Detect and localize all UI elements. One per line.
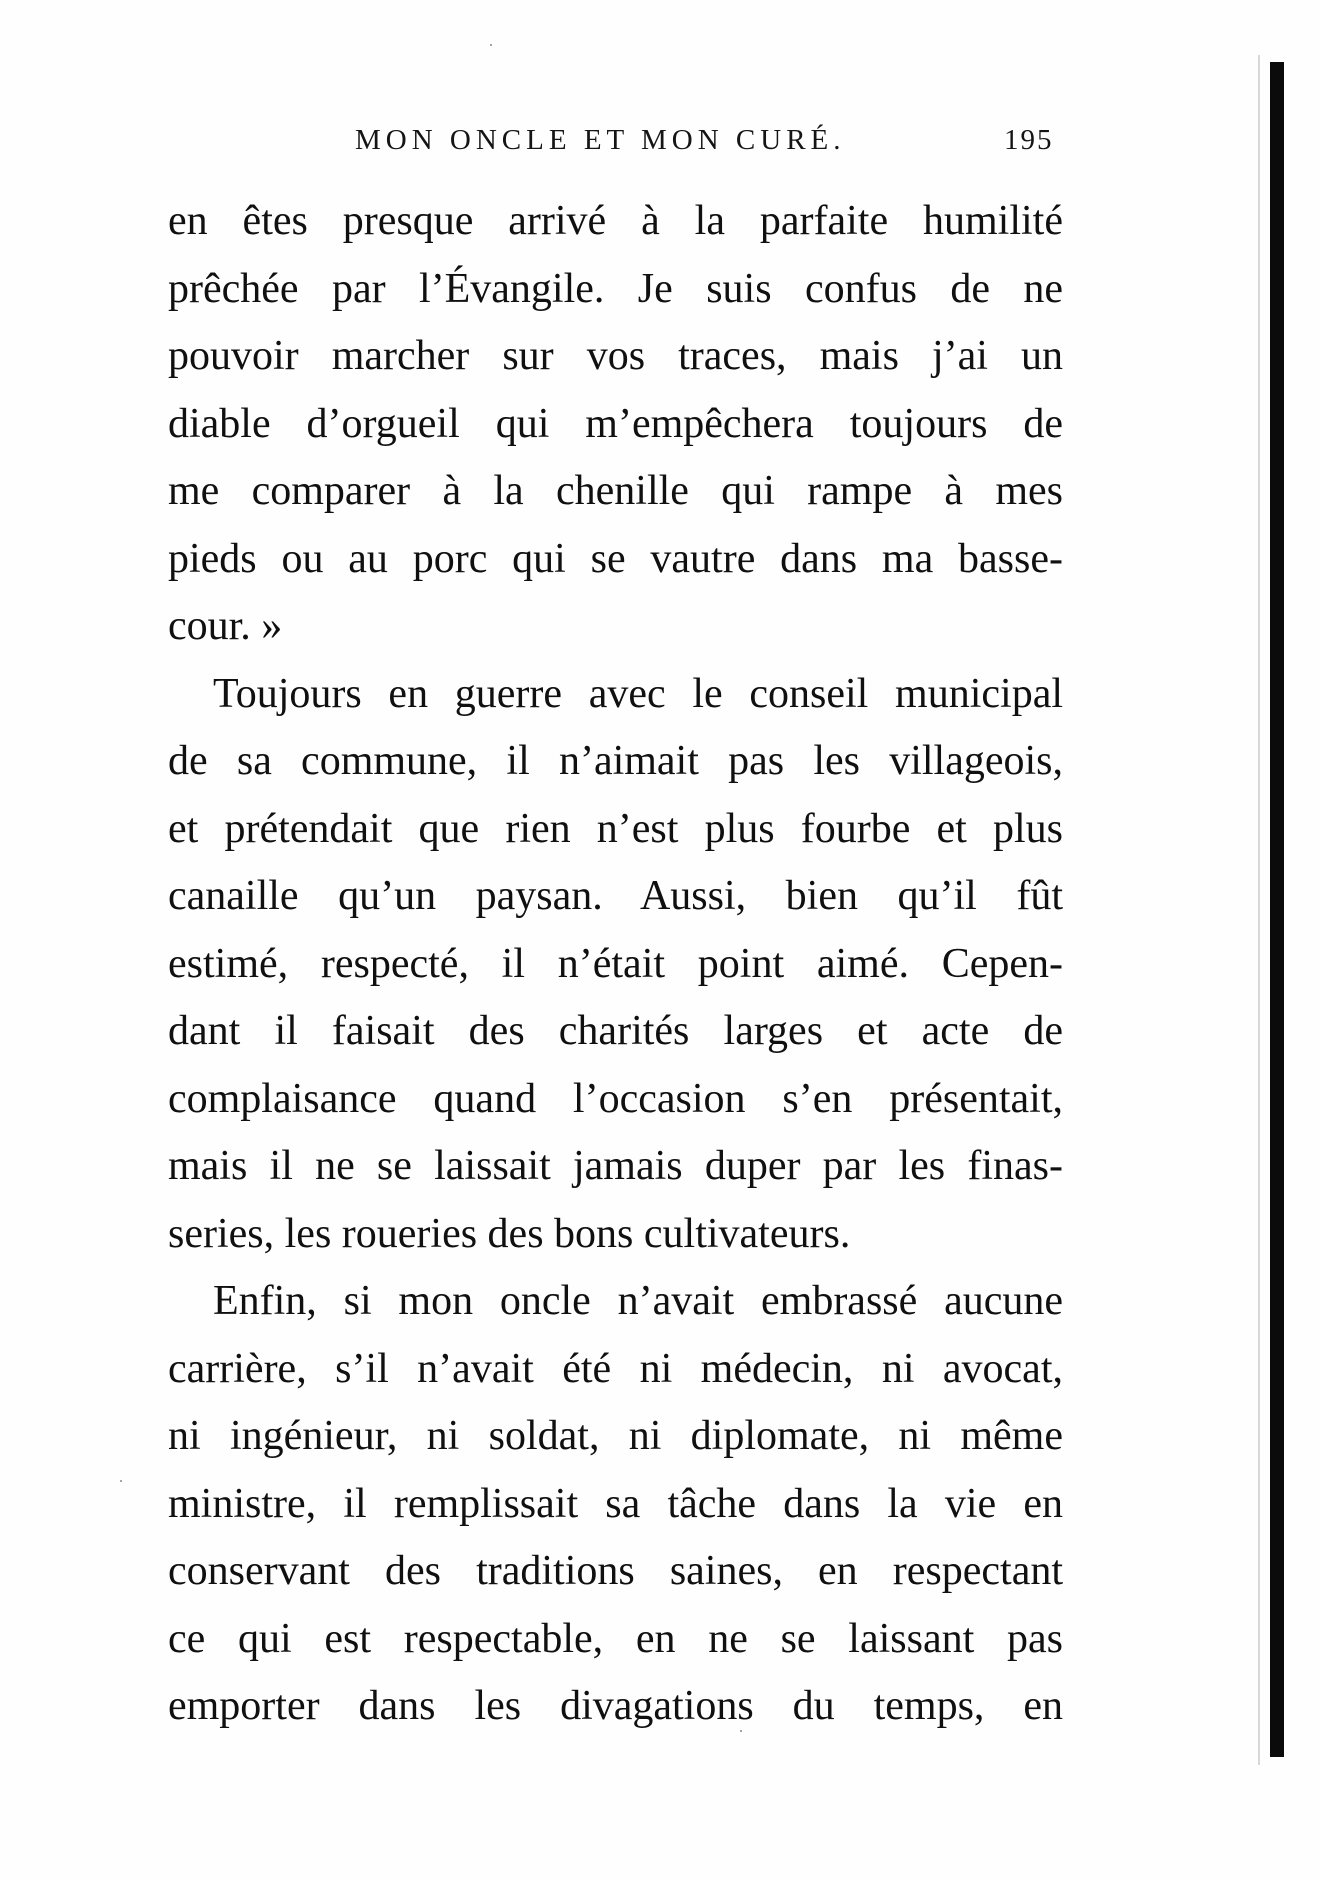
paper-speck [740, 1730, 742, 1732]
text-line: carrière, s’il n’avait été ni médecin, ni avocat, [168, 1345, 1063, 1392]
binding-edge-bar [1270, 62, 1284, 1757]
text-line: cour. » [168, 603, 283, 649]
text-line: prêchée par l’Évangile. Je suis confus de ne [168, 265, 1063, 312]
text-line: complaisance quand l’occasion s’en présentait, [168, 1075, 1063, 1122]
text-line: canaille qu’un paysan. Aussi, bien qu’il fût [168, 873, 1063, 919]
text-line: diable d’orgueil qui m’empêchera toujours de [168, 400, 1063, 447]
text-line: Toujours en guerre avec le conseil municipal [213, 670, 1063, 717]
text-line: emporter dans les divagations du temps, en [168, 1683, 1063, 1729]
text-line: pouvoir marcher sur vos traces, mais j’ai un [168, 333, 1063, 379]
text-line: conservant des traditions saines, en respectant [168, 1548, 1063, 1594]
text-line: et prétendait que rien n’est plus fourbe et plus [168, 805, 1063, 852]
text-line: pieds ou au porc qui se vautre dans ma basse- [168, 535, 1063, 582]
page-edge-shadow [1258, 55, 1260, 1765]
text-line: dant il faisait des charités larges et acte de [168, 1008, 1063, 1054]
body-text [168, 188, 1063, 1741]
text-line: estimé, respecté, il n’était point aimé. Cepen- [168, 940, 1063, 987]
text-line: de sa commune, il n’aimait pas les villageois, [168, 738, 1063, 784]
text-line: Enfin, si mon oncle n’avait embrassé aucune [213, 1278, 1063, 1324]
text-line: mais il ne se laissait jamais duper par les finas- [168, 1143, 1063, 1189]
text-line: me comparer à la chenille qui rampe à mes [168, 468, 1063, 514]
text-line: series, les roueries des bons cultivateurs. [168, 1210, 851, 1257]
paper-speck [120, 1480, 122, 1482]
text-line: ni ingénieur, ni soldat, ni diplomate, ni même [168, 1413, 1063, 1459]
paper-speck [490, 44, 492, 46]
text-line: en êtes presque arrivé à la parfaite humilité [168, 198, 1063, 244]
page-number: 195 [1004, 124, 1054, 156]
text-line: ministre, il remplissait sa tâche dans la vie en [168, 1480, 1063, 1527]
text-line: ce qui est respectable, en ne se laissant pas [168, 1615, 1063, 1662]
running-title: MON ONCLE ET MON CURÉ. [355, 124, 846, 156]
